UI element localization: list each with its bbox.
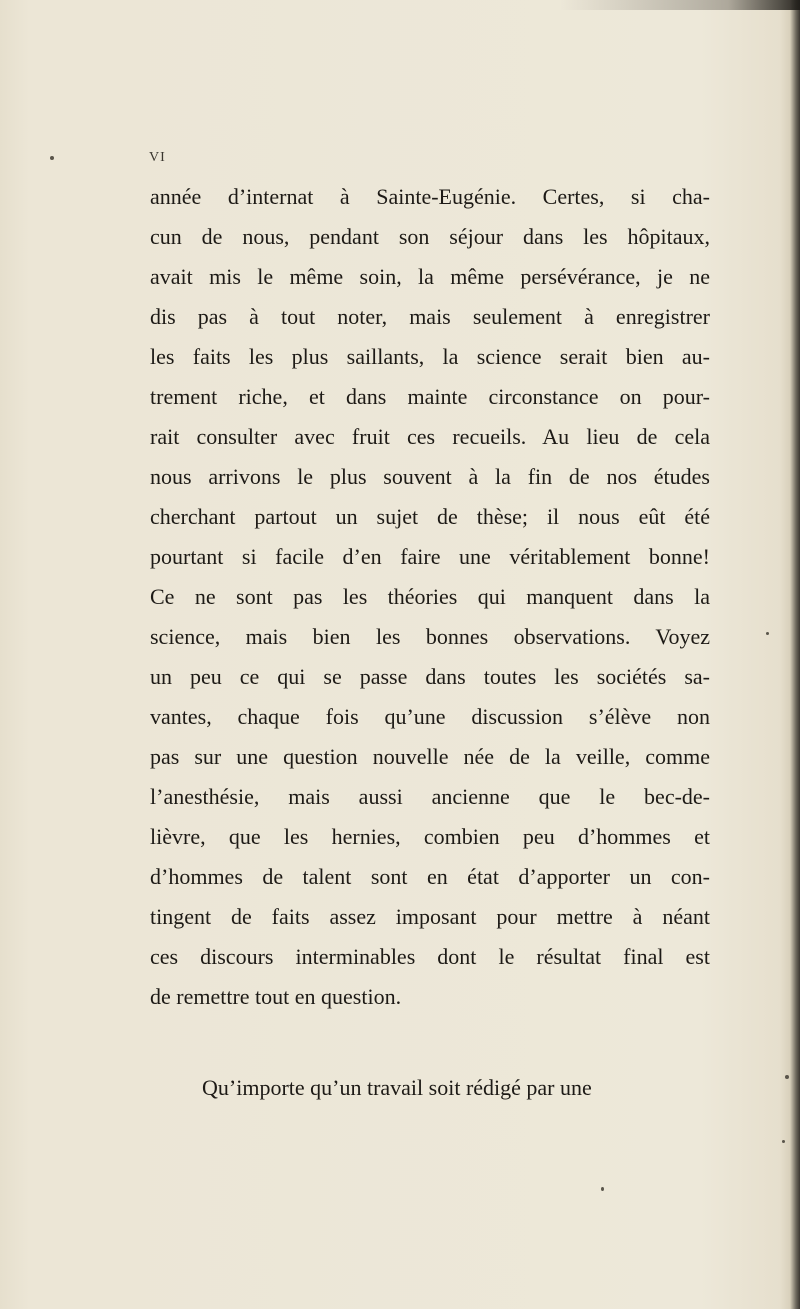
- paper-speck: [785, 1075, 789, 1079]
- text-line: trement riche, et dans mainte circonstance on pour-: [150, 384, 710, 409]
- text-line: nous arrivons le plus souvent à la fin de nos études: [150, 464, 710, 489]
- text-line: tingent de faits assez imposant pour mettre à néant: [150, 904, 710, 929]
- text-line: pas sur une question nouvelle née de la veille, comme: [150, 744, 710, 769]
- text-line: les faits les plus saillants, la science serait bien au-: [150, 344, 710, 369]
- text-line: l’anesthésie, mais aussi ancienne que le bec-de-: [150, 784, 710, 809]
- text-line: Ce ne sont pas les théories qui manquent dans la: [150, 584, 710, 609]
- text-line: avait mis le même soin, la même persévérance, je ne: [150, 264, 710, 289]
- page-edge-shadow: [560, 0, 800, 10]
- paper-speck: [782, 1140, 785, 1143]
- paper-speck: [766, 632, 769, 635]
- text-line: de remettre tout en question.: [150, 984, 402, 1009]
- text-line: pourtant si facile d’en faire une véritablement bonne!: [150, 544, 710, 569]
- paragraph-gap: [150, 1017, 710, 1068]
- paper-speck: [601, 1187, 604, 1191]
- text-line: vantes, chaque fois qu’une discussion s’élève non: [150, 704, 710, 729]
- text-line: d’hommes de talent sont en état d’apporter un con-: [150, 864, 710, 889]
- paper-speck: [50, 156, 54, 160]
- text-line: ces discours interminables dont le résultat final est: [150, 944, 710, 969]
- text-line: un peu ce qui se passe dans toutes les sociétés sa-: [150, 664, 710, 689]
- text-line: cun de nous, pendant son séjour dans les hôpitaux,: [150, 224, 710, 249]
- text-line: année d’internat à Sainte-Eugénie. Certes, si cha-: [150, 184, 710, 209]
- body-text: [150, 177, 710, 1108]
- text-line: cherchant partout un sujet de thèse; il nous eût été: [150, 504, 710, 529]
- text-line: science, mais bien les bonnes observations. Voyez: [150, 624, 710, 649]
- text-line: lièvre, que les hernies, combien peu d’hommes et: [150, 824, 710, 849]
- text-line: Qu’importe qu’un travail soit rédigé par une: [202, 1075, 592, 1100]
- page-number: VI: [149, 150, 166, 165]
- text-line: rait consulter avec fruit ces recueils. Au lieu de cela: [150, 424, 710, 449]
- text-line: dis pas à tout noter, mais seulement à enregistrer: [150, 304, 710, 329]
